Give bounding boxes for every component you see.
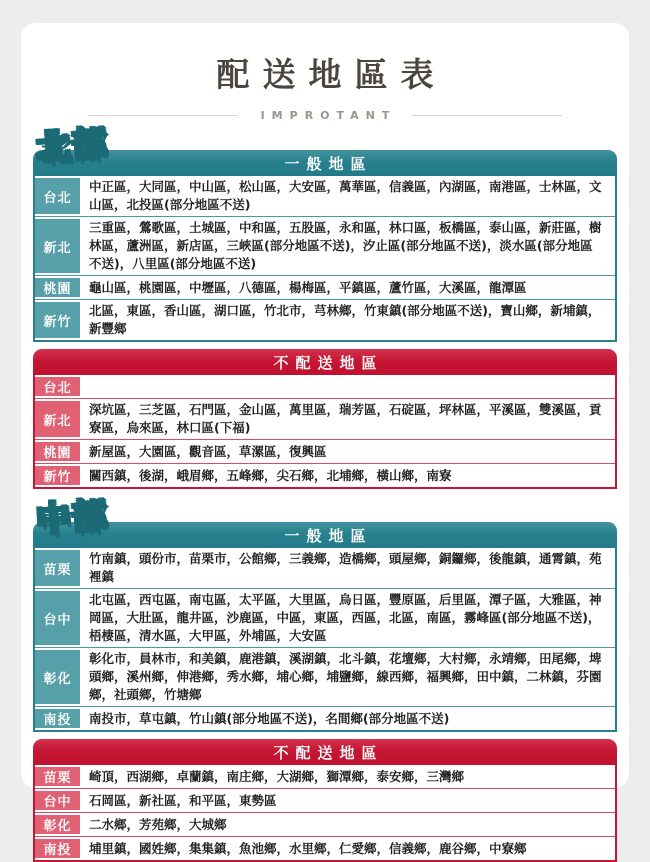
region-list: 三重區，鶯歌區，土城區，中和區，五股區，永和區，林口區，板橋區，泰山區，新莊區，樹林區，蘆洲區，新店區，三峽區(部分地區不送)，汐止區(部分地區不送)，淡水區(部分地區不送)，八里區(部分地區不送) bbox=[89, 220, 602, 271]
table-row bbox=[35, 375, 615, 398]
card-content bbox=[21, 23, 629, 862]
area-label: 新竹 bbox=[35, 302, 80, 338]
excluded-header-north: 不配送地區 bbox=[33, 349, 617, 375]
table-row bbox=[35, 275, 615, 299]
table-row bbox=[35, 176, 615, 216]
general-table-body-central bbox=[33, 548, 617, 732]
region-list: 新屋區，大園區，觀音區，草漯區，復興區 bbox=[89, 443, 327, 459]
general-header-central: 一般地區 bbox=[33, 522, 617, 548]
area-label: 台北 bbox=[35, 377, 80, 396]
region-list: 彰化市，員林市，和美鎮，鹿港鎮，溪湖鎮，北斗鎮，花壇鄉，大村鄉，永靖鄉，田尾鄉，埤頭鄉，溪州鄉，伸港鄉，秀水鄉，埔心鄉，埔鹽鄉，線西鄉，福興鄉，田中鎮，二林鎮，芬園鄉，社頭鄉，竹塘鄉 bbox=[89, 651, 602, 702]
region-list: 中正區，大同區，中山區，松山區，大安區，萬華區，信義區，內湖區，南港區，士林區，文山區，北投區(部分地區不送) bbox=[89, 179, 602, 212]
area-label: 苗栗 bbox=[35, 550, 80, 586]
area-label: 台中 bbox=[35, 791, 80, 810]
region-list: 南投市，草屯鎮，竹山鎮(部分地區不送)，名間鄉(部分地區不送) bbox=[89, 710, 450, 726]
page-subtitle: IMPROTANT bbox=[260, 108, 397, 122]
table-row bbox=[35, 463, 615, 487]
area-label: 彰化 bbox=[35, 650, 80, 704]
table-row bbox=[35, 812, 615, 836]
area-label: 南投 bbox=[35, 839, 80, 858]
region-badge-central: 中部 bbox=[34, 495, 110, 541]
region-list: 深坑區，三芝區，石門區，金山區，萬里區，瑞芳區，石碇區，坪林區，平溪區，雙溪區，貢寮區，烏來區，林口區(下福) bbox=[89, 402, 602, 435]
area-label: 南投 bbox=[35, 709, 80, 728]
table-row bbox=[35, 765, 615, 788]
section-north bbox=[33, 123, 617, 489]
region-list: 埔里鎮，國姓鄉，集集鎮，魚池鄉，水里鄉，仁愛鄉，信義鄉，鹿谷鄉，中寮鄉 bbox=[89, 840, 527, 856]
excluded-table-north bbox=[33, 349, 617, 489]
table-row bbox=[35, 548, 615, 588]
region-list: 崎頂，西湖鄉，卓蘭鎮，南庄鄉，大湖鄉，獅潭鄉，泰安鄉，三灣鄉 bbox=[89, 768, 465, 784]
table-row bbox=[35, 588, 615, 647]
region-list: 北屯區，西屯區，南屯區，太平區，大里區，烏日區，豐原區，后里區，潭子區，大雅區，神岡區，大肚區，龍井區，沙鹿區，中區，東區，西區，北區，南區，霧峰區(部分地區不送)，梧棲區，清水區，大甲區，外埔區，大安區 bbox=[89, 592, 602, 643]
table-row bbox=[35, 647, 615, 706]
excluded-header-central: 不配送地區 bbox=[33, 739, 617, 765]
region-list bbox=[83, 375, 615, 398]
area-label: 台北 bbox=[35, 178, 80, 214]
subtitle-divider-left bbox=[88, 115, 238, 116]
area-label: 新竹 bbox=[35, 466, 80, 485]
region-list: 竹南鎮，頭份市，苗栗市，公館鄉，三義鄉，造橋鄉，頭屋鄉，銅鑼鄉，後龍鎮，通霄鎮，苑裡鎮 bbox=[89, 551, 602, 584]
delivery-area-card bbox=[21, 23, 629, 858]
excluded-table-central bbox=[33, 739, 617, 862]
excluded-table-body-north bbox=[33, 375, 617, 489]
general-table-central bbox=[33, 522, 617, 732]
page-title: 配送地區表 bbox=[216, 55, 447, 94]
table-row bbox=[35, 706, 615, 730]
region-list: 二水鄉，芳苑鄉，大城鄉 bbox=[89, 816, 227, 832]
subtitle-row bbox=[33, 108, 617, 122]
table-row bbox=[35, 788, 615, 812]
general-header-north: 一般地區 bbox=[33, 150, 617, 176]
region-list: 北區，東區，香山區，湖口區，竹北市，芎林鄉，竹東鎮(部分地區不送)，寶山鄉，新埔鎮，新豐鄉 bbox=[89, 303, 601, 336]
area-label: 新北 bbox=[35, 401, 80, 437]
area-label: 桃園 bbox=[35, 278, 80, 297]
section-central bbox=[33, 495, 617, 862]
region-list: 關西鎮，後湖，峨眉鄉，五峰鄉，尖石鄉，北埔鄉，橫山鄉，南寮 bbox=[89, 467, 452, 483]
area-label: 新北 bbox=[35, 219, 80, 273]
excluded-table-body-central bbox=[33, 765, 617, 862]
table-row bbox=[35, 836, 615, 860]
general-table-body-north bbox=[33, 176, 617, 342]
area-label: 桃園 bbox=[35, 442, 80, 461]
region-list: 石岡區，新社區，和平區，東勢區 bbox=[89, 792, 277, 808]
region-badge-north: 北部 bbox=[34, 123, 110, 169]
area-label: 台中 bbox=[35, 591, 80, 645]
table-row bbox=[35, 216, 615, 275]
area-label: 苗栗 bbox=[35, 767, 80, 786]
table-row bbox=[35, 398, 615, 439]
region-list: 龜山區，桃園區，中壢區，八德區，楊梅區，平鎮區，蘆竹區，大溪區，龍潭區 bbox=[89, 279, 527, 295]
subtitle-divider-right bbox=[412, 115, 562, 116]
area-label: 彰化 bbox=[35, 815, 80, 834]
table-row bbox=[35, 299, 615, 340]
table-row bbox=[35, 439, 615, 463]
general-table-north bbox=[33, 150, 617, 342]
